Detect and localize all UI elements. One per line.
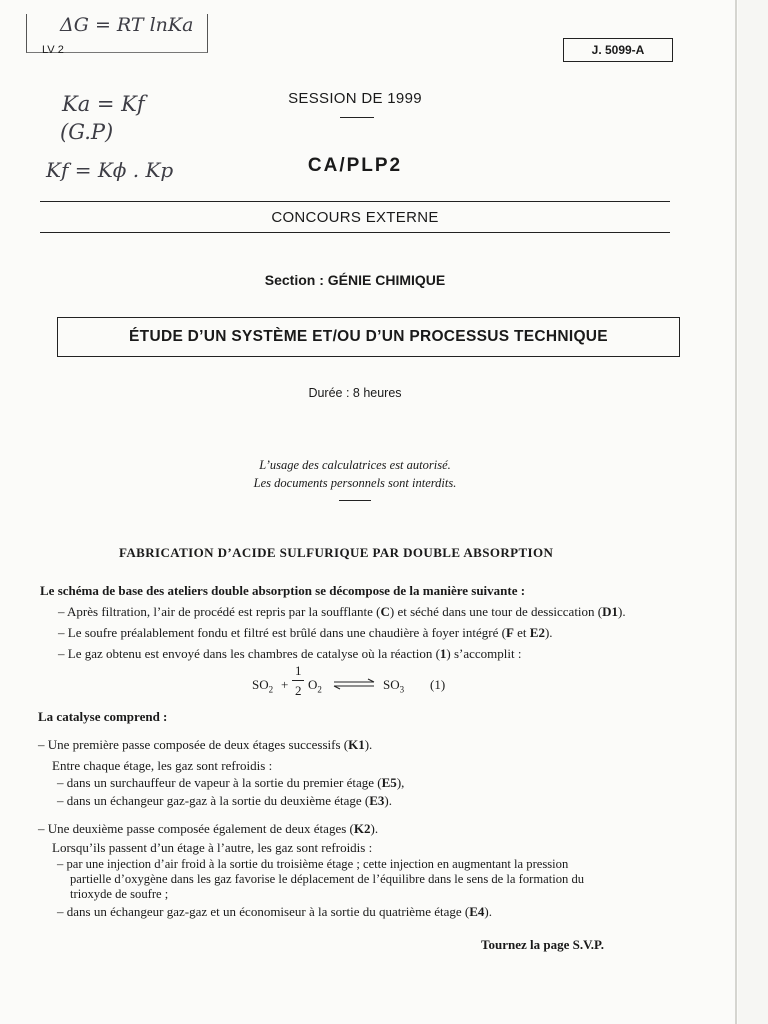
- cooling-item: – dans un surchauffeur de vapeur à la sortie du premier étage (E5),: [57, 775, 405, 790]
- duree-label: Durée : 8 heures: [308, 386, 402, 400]
- intro-paragraph: Le schéma de base des ateliers double absorption se décompose de la manière suivante :: [40, 583, 526, 598]
- bottom-rule: [40, 232, 670, 233]
- calculator-note: L’usage des calculatrices est autorisé.: [259, 458, 451, 472]
- notes-divider: [339, 500, 371, 501]
- etude-box: ÉTUDE D’UN SYSTÈME ET/OU D’UN PROCESSUS TECHNIQUE: [57, 317, 680, 357]
- step-item: – Après filtration, l’air de procédé est repris par la soufflante (C) et séché dans une tour de dessiccation (D1).: [58, 604, 626, 619]
- handwritten-note-3: (G.P): [60, 120, 114, 144]
- section-name: GÉNIE CHIMIQUE: [327, 272, 446, 288]
- exam-code: J. 5099-A: [563, 38, 673, 62]
- cooling-item: – dans un échangeur gaz-gaz à la sortie du deuxième étage (E3).: [57, 793, 392, 808]
- equilibrium-arrows-icon: [332, 678, 376, 690]
- passe-intro: Entre chaque étage, les gaz sont refroidis :: [52, 758, 273, 773]
- exam-title: CA/PLP2: [307, 155, 403, 176]
- concours-label: CONCOURS EXTERNE: [271, 209, 439, 226]
- handwritten-note-4: Kf = Kϕ . Kp: [46, 158, 174, 182]
- passe-item: – Une deuxième passe composée également de deux étages (K2).: [38, 821, 379, 836]
- session-divider: [340, 117, 374, 118]
- handwritten-note-2: Ka = Kf: [62, 92, 145, 116]
- documents-note: Les documents personnels sont interdits.: [253, 476, 457, 490]
- cooling-item-continued: trioxyde de soufre ;: [70, 887, 169, 901]
- cooling-item-continued: partielle d’oxygène dans les gaz favorise le déplacement de l’équilibre dans le sens de la formation du: [70, 872, 585, 886]
- passe-intro: Lorsqu’ils passent d’un étage à l’autre, les gaz sont refroidis :: [52, 840, 373, 855]
- catalyse-heading: La catalyse comprend :: [38, 709, 168, 724]
- passe-item: – Une première passe composée de deux étages successifs (K1).: [38, 737, 373, 752]
- session-label: SESSION DE 1999: [288, 90, 422, 107]
- reaction-equation: $SO_2$ + 1 2 $O_2$ $SO_3$ (1): [252, 663, 446, 698]
- top-rule: [40, 201, 670, 202]
- step-item: – Le soufre préalablement fondu et filtré est brûlé dans une chaudière à foyer intégré (F et E2).: [58, 625, 553, 640]
- cooling-item: – par une injection d’air froid à la sortie du troisième étage ; cette injection en augmentant la pression: [57, 857, 569, 871]
- turn-page-note: Tournez la page S.V.P.: [481, 937, 605, 952]
- step-item: – Le gaz obtenu est envoyé dans les chambres de catalyse où la réaction (1) s’accomplit :: [58, 646, 522, 661]
- section-label: [0, 272, 710, 288]
- cooling-item: – dans un échangeur gaz-gaz et un économiseur à la sortie du quatrième étage (E4).: [57, 904, 492, 919]
- handwritten-note-1: ΔG = RT lnKa: [60, 14, 194, 36]
- main-heading: FABRICATION D’ACIDE SULFURIQUE PAR DOUBLE ABSORPTION: [119, 545, 554, 560]
- lv-label: LV 2: [42, 44, 64, 56]
- page-edge: [735, 0, 737, 1024]
- section-prefix: Section :: [264, 272, 328, 288]
